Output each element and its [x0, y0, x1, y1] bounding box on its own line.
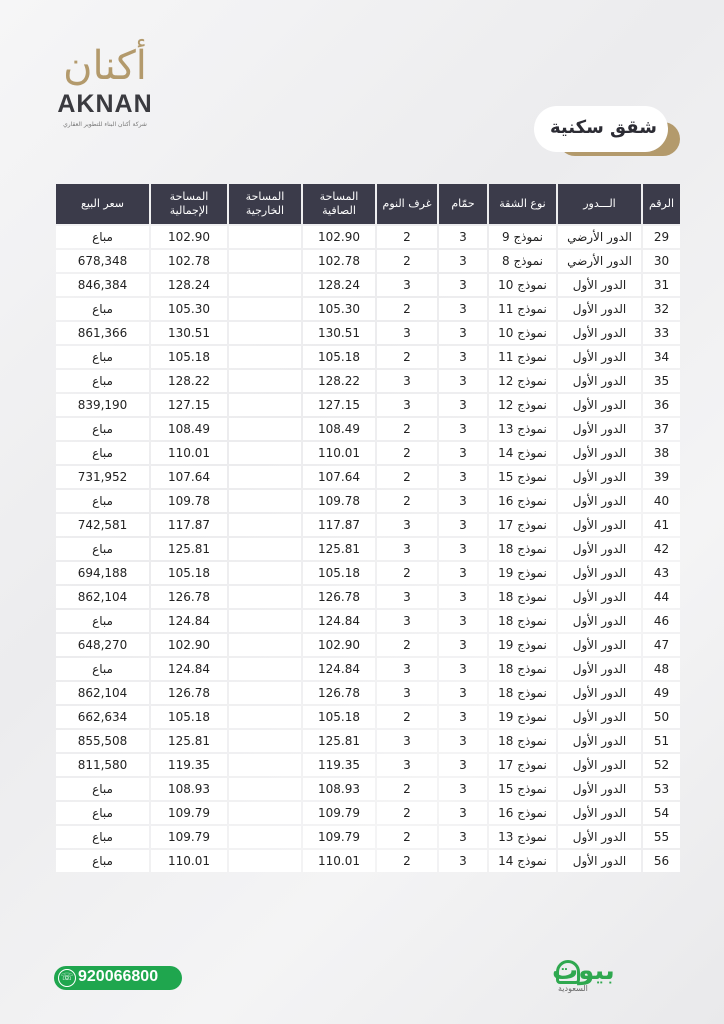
cell-baths: 3	[439, 778, 487, 800]
header-sale-price: سعر البيع	[56, 184, 149, 224]
cell-number: 31	[643, 274, 680, 296]
sold-badge: مباع	[56, 442, 149, 464]
cell-net-area: 102.90	[303, 634, 375, 656]
cell-outdoor-area	[229, 442, 301, 464]
cell-unit-type: نموذج 9	[489, 226, 556, 248]
cell-baths: 3	[439, 658, 487, 680]
cell-outdoor-area	[229, 394, 301, 416]
cell-net-area: 108.93	[303, 778, 375, 800]
cell-unit-type: نموذج 18	[489, 586, 556, 608]
cell-total-area: 127.15	[151, 394, 227, 416]
cell-bedrooms: 2	[377, 298, 437, 320]
cell-floor: الدور الأول	[558, 826, 641, 848]
table-row	[56, 706, 680, 728]
cell-baths: 3	[439, 538, 487, 560]
cell-total-area: 128.24	[151, 274, 227, 296]
table-row	[56, 682, 680, 704]
cell-number: 34	[643, 346, 680, 368]
table-row	[56, 538, 680, 560]
cell-outdoor-area	[229, 298, 301, 320]
cell-baths: 3	[439, 634, 487, 656]
cell-baths: 3	[439, 466, 487, 488]
cell-number: 55	[643, 826, 680, 848]
cell-sale-price: 862,104	[56, 682, 149, 704]
logo-calligraphy: أكنان	[63, 43, 147, 89]
cell-total-area: 105.18	[151, 706, 227, 728]
cell-baths: 3	[439, 226, 487, 248]
cell-outdoor-area	[229, 226, 301, 248]
cell-total-area: 105.18	[151, 346, 227, 368]
cell-floor: الدور الأول	[558, 706, 641, 728]
cell-floor: الدور الأول	[558, 538, 641, 560]
cell-sale-price: 861,366	[56, 322, 149, 344]
cell-floor: الدور الأول	[558, 274, 641, 296]
cell-outdoor-area	[229, 826, 301, 848]
cell-sale-price: 742,581	[56, 514, 149, 536]
cell-baths: 3	[439, 586, 487, 608]
cell-bedrooms: 2	[377, 562, 437, 584]
table-row	[56, 586, 680, 608]
cell-number: 35	[643, 370, 680, 392]
logo-subtitle: شركة أكنان البناء للتطوير العقاري	[63, 121, 147, 128]
cell-bedrooms: 2	[377, 634, 437, 656]
cell-net-area: 105.18	[303, 706, 375, 728]
sold-badge: مباع	[56, 226, 149, 248]
cell-baths: 3	[439, 250, 487, 272]
cell-total-area: 110.01	[151, 442, 227, 464]
cell-unit-type: نموذج 12	[489, 370, 556, 392]
brand-subtitle: السعودية	[558, 984, 588, 993]
table-row	[56, 226, 680, 248]
cell-baths: 3	[439, 730, 487, 752]
cell-outdoor-area	[229, 514, 301, 536]
cell-floor: الدور الأول	[558, 802, 641, 824]
cell-number: 33	[643, 322, 680, 344]
table-row	[56, 418, 680, 440]
cell-bedrooms: 3	[377, 370, 437, 392]
cell-bedrooms: 3	[377, 754, 437, 776]
table-row	[56, 562, 680, 584]
cell-total-area: 117.87	[151, 514, 227, 536]
cell-floor: الدور الأول	[558, 850, 641, 872]
cell-net-area: 125.81	[303, 730, 375, 752]
cell-floor: الدور الأول	[558, 658, 641, 680]
cell-outdoor-area	[229, 586, 301, 608]
cell-total-area: 109.79	[151, 826, 227, 848]
cell-bedrooms: 3	[377, 538, 437, 560]
cell-net-area: 127.15	[303, 394, 375, 416]
cell-floor: الدور الأول	[558, 394, 641, 416]
sold-badge: مباع	[56, 778, 149, 800]
cell-net-area: 102.78	[303, 250, 375, 272]
cell-floor: الدور الأول	[558, 586, 641, 608]
cell-floor: الدور الأول	[558, 514, 641, 536]
cell-unit-type: نموذج 10	[489, 274, 556, 296]
cell-outdoor-area	[229, 754, 301, 776]
page-title: شقق سكنية	[550, 117, 657, 138]
table-row	[56, 298, 680, 320]
cell-total-area: 119.35	[151, 754, 227, 776]
cell-outdoor-area	[229, 250, 301, 272]
cell-total-area: 102.78	[151, 250, 227, 272]
cell-sale-price: 839,190	[56, 394, 149, 416]
cell-sale-price: 678,348	[56, 250, 149, 272]
cell-net-area: 110.01	[303, 442, 375, 464]
cell-number: 51	[643, 730, 680, 752]
cell-number: 32	[643, 298, 680, 320]
cell-bedrooms: 3	[377, 274, 437, 296]
table-row	[56, 658, 680, 680]
cell-net-area: 109.79	[303, 802, 375, 824]
table-row	[56, 250, 680, 272]
cell-outdoor-area	[229, 730, 301, 752]
cell-bedrooms: 3	[377, 586, 437, 608]
cell-unit-type: نموذج 15	[489, 466, 556, 488]
apartments-table	[54, 182, 682, 874]
cell-number: 41	[643, 514, 680, 536]
cell-bedrooms: 2	[377, 466, 437, 488]
cell-number: 40	[643, 490, 680, 512]
cell-net-area: 119.35	[303, 754, 375, 776]
cell-baths: 3	[439, 706, 487, 728]
cell-bedrooms: 3	[377, 610, 437, 632]
cell-sale-price: 694,188	[56, 562, 149, 584]
cell-bedrooms: 2	[377, 778, 437, 800]
table-header-row	[56, 184, 680, 224]
cell-baths: 3	[439, 754, 487, 776]
cell-number: 43	[643, 562, 680, 584]
cell-unit-type: نموذج 19	[489, 634, 556, 656]
cell-net-area: 105.18	[303, 562, 375, 584]
sold-badge: مباع	[56, 850, 149, 872]
cell-bedrooms: 2	[377, 802, 437, 824]
cell-total-area: 109.78	[151, 490, 227, 512]
cell-total-area: 105.30	[151, 298, 227, 320]
cell-number: 52	[643, 754, 680, 776]
cell-outdoor-area	[229, 610, 301, 632]
cell-outdoor-area	[229, 538, 301, 560]
cell-outdoor-area	[229, 322, 301, 344]
cell-bedrooms: 2	[377, 442, 437, 464]
table-row	[56, 514, 680, 536]
cell-number: 50	[643, 706, 680, 728]
sold-badge: مباع	[56, 658, 149, 680]
cell-unit-type: نموذج 19	[489, 706, 556, 728]
cell-baths: 3	[439, 418, 487, 440]
cell-net-area: 107.64	[303, 466, 375, 488]
cell-total-area: 126.78	[151, 586, 227, 608]
cell-outdoor-area	[229, 562, 301, 584]
cell-total-area: 102.90	[151, 634, 227, 656]
cell-floor: الدور الأرضي	[558, 250, 641, 272]
cell-outdoor-area	[229, 850, 301, 872]
table-row	[56, 394, 680, 416]
cell-bedrooms: 3	[377, 730, 437, 752]
cell-floor: الدور الأول	[558, 562, 641, 584]
sold-badge: مباع	[56, 418, 149, 440]
cell-unit-type: نموذج 13	[489, 826, 556, 848]
cell-number: 47	[643, 634, 680, 656]
table-row	[56, 490, 680, 512]
sold-badge: مباع	[56, 826, 149, 848]
cell-baths: 3	[439, 442, 487, 464]
cell-unit-type: نموذج 19	[489, 562, 556, 584]
header-number: الرقم	[643, 184, 680, 224]
cell-unit-type: نموذج 11	[489, 346, 556, 368]
cell-number: 37	[643, 418, 680, 440]
table-row	[56, 442, 680, 464]
header-bedrooms: غرف النوم	[377, 184, 437, 224]
cell-bedrooms: 3	[377, 394, 437, 416]
cell-floor: الدور الأول	[558, 778, 641, 800]
cell-total-area: 125.81	[151, 730, 227, 752]
cell-net-area: 109.79	[303, 826, 375, 848]
cell-net-area: 110.01	[303, 850, 375, 872]
cell-floor: الدور الأول	[558, 490, 641, 512]
cell-floor: الدور الأول	[558, 442, 641, 464]
cell-net-area: 102.90	[303, 226, 375, 248]
table-row	[56, 346, 680, 368]
cell-bedrooms: 3	[377, 682, 437, 704]
cell-number: 42	[643, 538, 680, 560]
cell-net-area: 105.18	[303, 346, 375, 368]
cell-baths: 3	[439, 562, 487, 584]
cell-net-area: 124.84	[303, 658, 375, 680]
cell-total-area: 102.90	[151, 226, 227, 248]
cell-baths: 3	[439, 802, 487, 824]
cell-unit-type: نموذج 15	[489, 778, 556, 800]
cell-floor: الدور الأول	[558, 730, 641, 752]
header-floor: الـــدور	[558, 184, 641, 224]
cell-number: 53	[643, 778, 680, 800]
cell-floor: الدور الأول	[558, 466, 641, 488]
cell-floor: الدور الأول	[558, 346, 641, 368]
sold-badge: مباع	[56, 802, 149, 824]
cell-floor: الدور الأول	[558, 754, 641, 776]
cell-total-area: 126.78	[151, 682, 227, 704]
cell-number: 44	[643, 586, 680, 608]
table-row	[56, 730, 680, 752]
cell-outdoor-area	[229, 418, 301, 440]
cell-unit-type: نموذج 18	[489, 538, 556, 560]
sold-badge: مباع	[56, 610, 149, 632]
cell-unit-type: نموذج 8	[489, 250, 556, 272]
cell-unit-type: نموذج 18	[489, 610, 556, 632]
table-row	[56, 754, 680, 776]
cell-net-area: 128.22	[303, 370, 375, 392]
sold-badge: مباع	[56, 490, 149, 512]
cell-unit-type: نموذج 16	[489, 490, 556, 512]
cell-floor: الدور الأول	[558, 682, 641, 704]
cell-baths: 3	[439, 298, 487, 320]
sold-badge: مباع	[56, 538, 149, 560]
cell-number: 29	[643, 226, 680, 248]
cell-number: 46	[643, 610, 680, 632]
cell-sale-price: 648,270	[56, 634, 149, 656]
cell-unit-type: نموذج 18	[489, 682, 556, 704]
cell-outdoor-area	[229, 466, 301, 488]
cell-sale-price: 855,508	[56, 730, 149, 752]
cell-floor: الدور الأول	[558, 298, 641, 320]
cell-total-area: 124.84	[151, 610, 227, 632]
cell-number: 49	[643, 682, 680, 704]
cell-sale-price: 811,580	[56, 754, 149, 776]
cell-baths: 3	[439, 274, 487, 296]
cell-net-area: 130.51	[303, 322, 375, 344]
cell-floor: الدور الأول	[558, 322, 641, 344]
brand-name: بيوت	[552, 956, 615, 986]
phone-number: 920066800	[78, 968, 159, 985]
cell-unit-type: نموذج 12	[489, 394, 556, 416]
cell-net-area: 126.78	[303, 586, 375, 608]
cell-number: 54	[643, 802, 680, 824]
cell-sale-price: 731,952	[56, 466, 149, 488]
sold-badge: مباع	[56, 370, 149, 392]
cell-floor: الدور الأول	[558, 418, 641, 440]
cell-net-area: 125.81	[303, 538, 375, 560]
cell-total-area: 109.79	[151, 802, 227, 824]
cell-unit-type: نموذج 14	[489, 850, 556, 872]
table-row	[56, 778, 680, 800]
cell-baths: 3	[439, 610, 487, 632]
cell-number: 36	[643, 394, 680, 416]
cell-number: 39	[643, 466, 680, 488]
cell-net-area: 109.78	[303, 490, 375, 512]
page-title-pill	[534, 106, 668, 152]
cell-bedrooms: 2	[377, 418, 437, 440]
cell-bedrooms: 2	[377, 490, 437, 512]
phone-contact[interactable]	[54, 966, 182, 990]
cell-bedrooms: 3	[377, 514, 437, 536]
cell-unit-type: نموذج 16	[489, 802, 556, 824]
cell-outdoor-area	[229, 682, 301, 704]
cell-net-area: 108.49	[303, 418, 375, 440]
cell-unit-type: نموذج 17	[489, 754, 556, 776]
cell-number: 48	[643, 658, 680, 680]
cell-bedrooms: 2	[377, 826, 437, 848]
cell-bedrooms: 2	[377, 850, 437, 872]
cell-outdoor-area	[229, 802, 301, 824]
cell-sale-price: 662,634	[56, 706, 149, 728]
sold-badge: مباع	[56, 298, 149, 320]
house-icon	[556, 960, 580, 984]
cell-floor: الدور الأول	[558, 634, 641, 656]
cell-floor: الدور الأول	[558, 370, 641, 392]
cell-bedrooms: 2	[377, 250, 437, 272]
cell-unit-type: نموذج 10	[489, 322, 556, 344]
header-unit-type: نوع الشقة	[489, 184, 556, 224]
cell-bedrooms: 2	[377, 706, 437, 728]
header-total-area: المساحة الإجمالية	[151, 184, 227, 224]
cell-unit-type: نموذج 14	[489, 442, 556, 464]
cell-net-area: 124.84	[303, 610, 375, 632]
cell-total-area: 108.93	[151, 778, 227, 800]
cell-baths: 3	[439, 322, 487, 344]
header-outdoor-area: المساحة الخارجية	[229, 184, 301, 224]
cell-total-area: 130.51	[151, 322, 227, 344]
cell-unit-type: نموذج 11	[489, 298, 556, 320]
cell-baths: 3	[439, 850, 487, 872]
cell-unit-type: نموذج 17	[489, 514, 556, 536]
cell-outdoor-area	[229, 274, 301, 296]
cell-baths: 3	[439, 682, 487, 704]
table-row	[56, 634, 680, 656]
table-row	[56, 322, 680, 344]
cell-total-area: 124.84	[151, 658, 227, 680]
cell-outdoor-area	[229, 346, 301, 368]
cell-outdoor-area	[229, 370, 301, 392]
cell-sale-price: 862,104	[56, 586, 149, 608]
cell-outdoor-area	[229, 490, 301, 512]
cell-baths: 3	[439, 826, 487, 848]
cell-outdoor-area	[229, 634, 301, 656]
cell-bedrooms: 2	[377, 226, 437, 248]
table-row	[56, 850, 680, 872]
logo-name: AKNAN	[57, 90, 153, 118]
cell-net-area: 126.78	[303, 682, 375, 704]
cell-unit-type: نموذج 18	[489, 658, 556, 680]
header-net-area: المساحة الصافية	[303, 184, 375, 224]
cell-baths: 3	[439, 514, 487, 536]
cell-unit-type: نموذج 18	[489, 730, 556, 752]
brand-logo	[552, 958, 674, 994]
cell-sale-price: 846,384	[56, 274, 149, 296]
cell-baths: 3	[439, 490, 487, 512]
cell-bedrooms: 3	[377, 658, 437, 680]
cell-bedrooms: 2	[377, 346, 437, 368]
cell-outdoor-area	[229, 778, 301, 800]
cell-baths: 3	[439, 394, 487, 416]
cell-baths: 3	[439, 346, 487, 368]
cell-outdoor-area	[229, 706, 301, 728]
table-row	[56, 370, 680, 392]
company-logo	[50, 43, 160, 128]
table-row	[56, 466, 680, 488]
phone-icon: ☏	[58, 969, 76, 987]
cell-total-area: 128.22	[151, 370, 227, 392]
cell-net-area: 128.24	[303, 274, 375, 296]
cell-total-area: 107.64	[151, 466, 227, 488]
cell-number: 56	[643, 850, 680, 872]
cell-floor: الدور الأرضي	[558, 226, 641, 248]
cell-net-area: 117.87	[303, 514, 375, 536]
cell-number: 38	[643, 442, 680, 464]
cell-bedrooms: 3	[377, 322, 437, 344]
cell-total-area: 105.18	[151, 562, 227, 584]
cell-number: 30	[643, 250, 680, 272]
table-row	[56, 274, 680, 296]
cell-total-area: 125.81	[151, 538, 227, 560]
sold-badge: مباع	[56, 346, 149, 368]
cell-total-area: 108.49	[151, 418, 227, 440]
cell-outdoor-area	[229, 658, 301, 680]
cell-baths: 3	[439, 370, 487, 392]
cell-total-area: 110.01	[151, 850, 227, 872]
table-row	[56, 610, 680, 632]
table-row	[56, 826, 680, 848]
cell-floor: الدور الأول	[558, 610, 641, 632]
header-baths: حمّام	[439, 184, 487, 224]
cell-net-area: 105.30	[303, 298, 375, 320]
table-row	[56, 802, 680, 824]
cell-unit-type: نموذج 13	[489, 418, 556, 440]
